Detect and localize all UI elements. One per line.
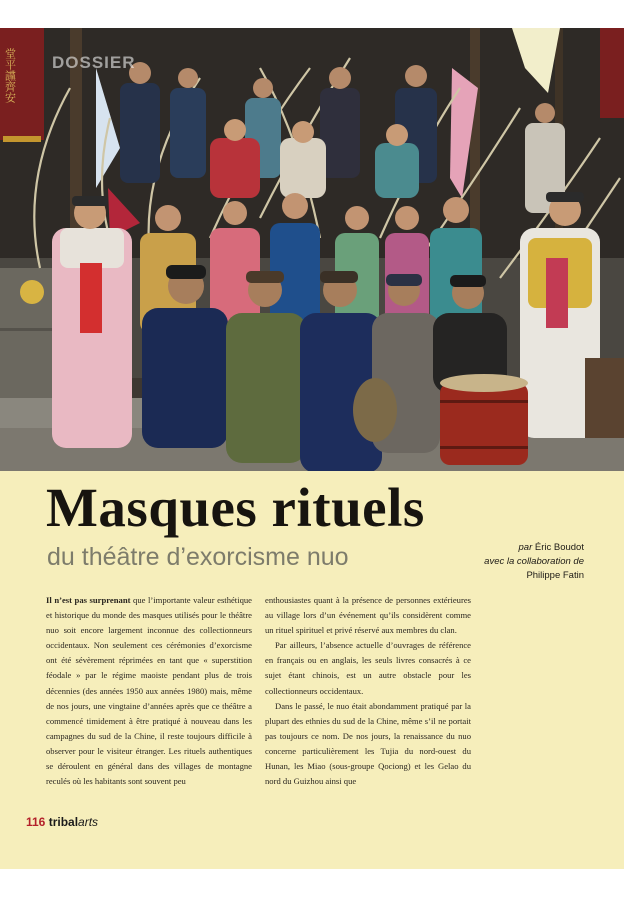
magazine-page [0,28,624,869]
banner-characters: 堂平讜齊安 [3,48,17,103]
page-footer [26,815,98,829]
page-number: 116 [26,815,46,829]
magazine-name-italic: arts [78,815,99,829]
gong [353,378,397,442]
paragraph: Dans le passé, le nuo était abondamment pratiqué par la plupart des ethnies du sud de la Chine, même s’il ne portait pas toujours ce nom. De nos jours, la renaissance du nuo concerne particulièrement les Tujia du nord-ouest du Hunan, les Miao (sous-groupe Qociong) et les Gelao du nord du Guizhou ainsi que [265,700,471,787]
magazine-name-bold: tribal [48,815,79,829]
wooden-chair [585,358,624,438]
article-subtitle: du théâtre d’exorcisme nuo [47,543,349,571]
paragraph: Par ailleurs, l’absence actuelle d’ouvrages de référence en français ou en anglais, les seuls livres consacrés à ce sujet étant chinois, est un autre obstacle pour les collectionneurs occidentaux. [265,640,471,696]
section-label: DOSSIER [52,53,136,72]
byline-prefix: par [518,542,535,553]
article-title: Masques rituels [46,477,425,538]
paragraph: enthousiastes quant à la présence de personnes extérieures au village lors d’un événement qu’ils considèrent comme un rituel spirituel et privé réservé aux membres du clan. [265,595,471,636]
lead-in: Il n’est pas surprenant [46,595,131,605]
red-banner-right [600,28,624,118]
collaborator-name: Philippe Fatin [526,570,584,581]
body-column-2 [265,593,471,789]
paragraph-text: que l’importante valeur esthétique et historique du monde des masques utilisés pour le théâtre nuo soit encore largement inconnue des collectionneurs occidentaux. Non seulement ces cérémonies d’exorcisme ont été sévèrement réprimées en tant que « superstition féodale » par le régime maoiste pendant plus de trois décennies (des années 1950 aux années 1980) mais, même de nos jours, une vingtaine d’années après que ce théâtre a commencé timidement à être pratiqué à nouveau dans les campagnes du sud de la Chine, il reste toujours difficile à observer pour le visiteur étranger. Les rituels authentiques se déroulent en général dans des villages de montagne reculés où les habitants sont souvent peu [46,595,252,787]
byline [458,541,584,583]
body-column-1 [46,593,252,789]
red-drum [440,374,528,465]
photo-illustration [0,28,624,471]
collaboration-prefix: avec la collaboration de [484,556,584,567]
paragraph [46,593,252,789]
red-banner-left [0,28,44,142]
group-photograph [0,28,624,471]
author-name: Éric Boudot [534,542,584,553]
